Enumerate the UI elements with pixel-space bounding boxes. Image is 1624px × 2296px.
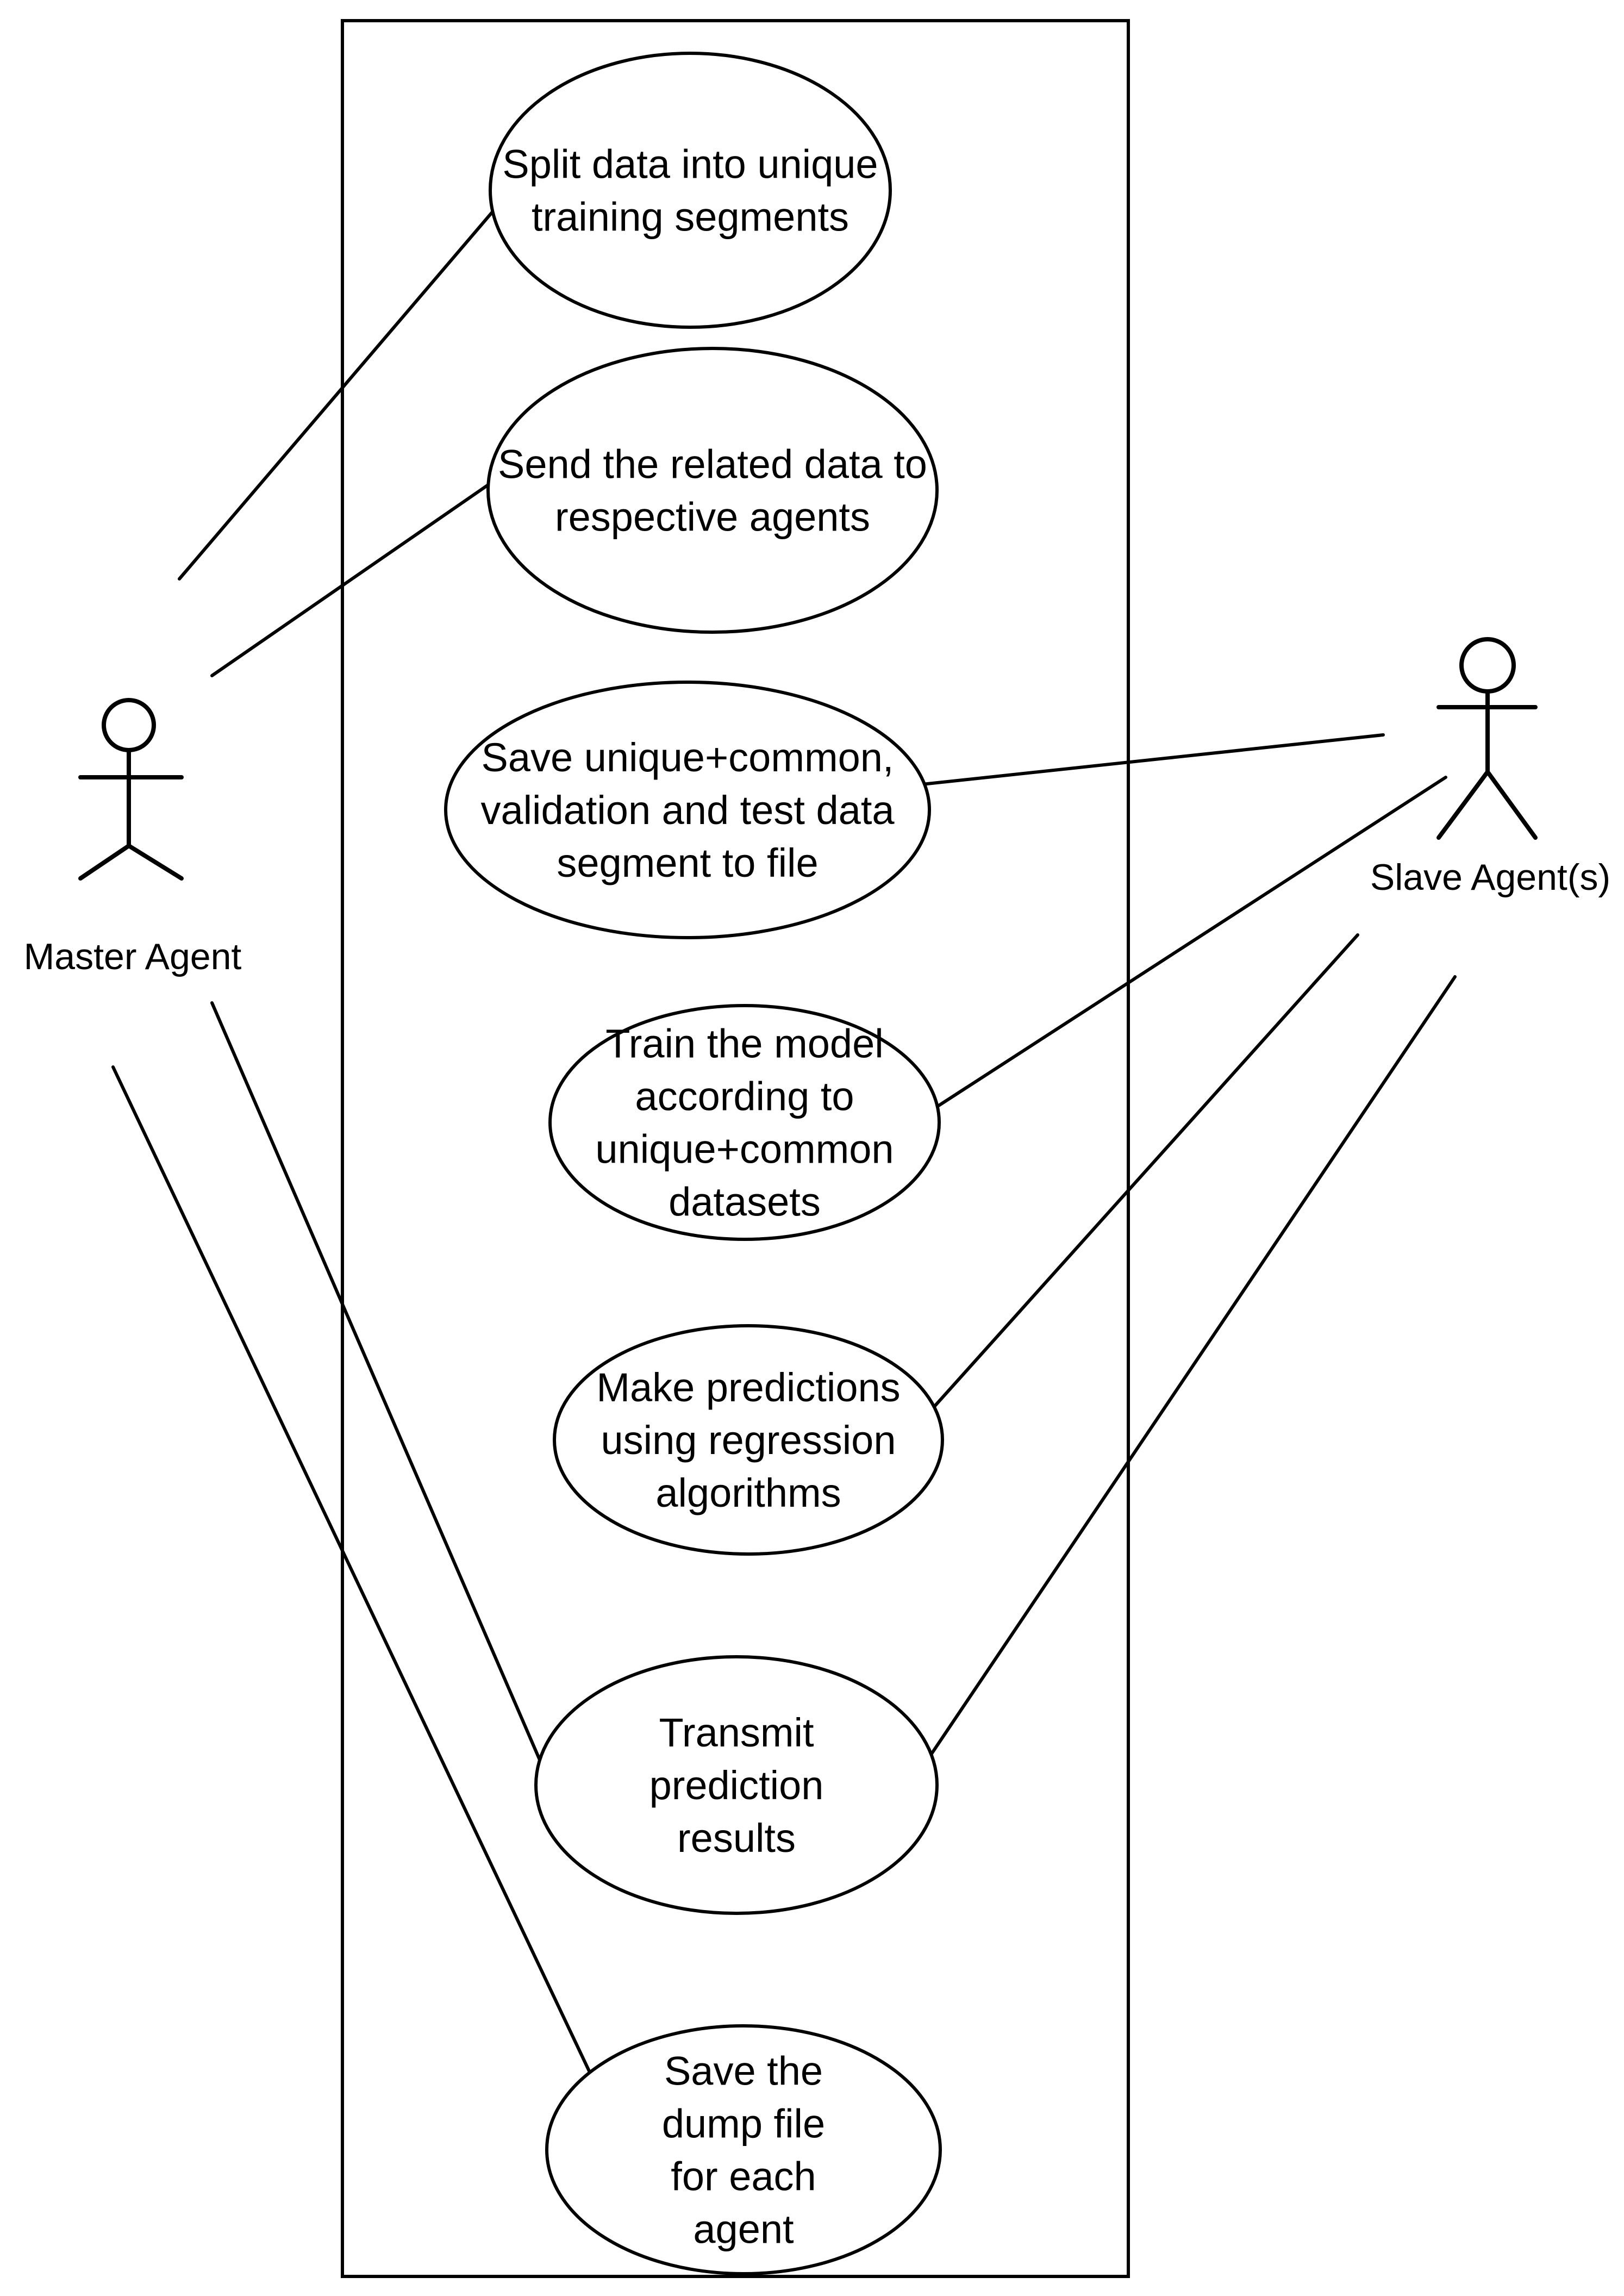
actor-head-master-agent [104,700,154,750]
actor-label-slave-agents: Slave Agent(s) [1370,857,1611,898]
actor-right-leg-slave-agents [1488,772,1535,838]
use-case-label-line: Transmit [659,1709,814,1755]
use-case-label-line: training segments [531,194,850,239]
use-case-split-data [490,53,890,327]
use-case-label-line: algorithms [655,1470,841,1515]
use-case-label-line: validation and test data [480,787,895,833]
use-case-label-line: according to [635,1074,854,1119]
use-case-label-line: datasets [669,1179,821,1224]
use-case-send-data [488,348,937,632]
actor-master-agent [24,700,242,977]
use-case-label-line: for each [671,2154,816,2199]
use-case-label-line: Make predictions [596,1364,901,1410]
use-case-label-line: Train the model [605,1021,884,1066]
actor-left-leg-slave-agents [1439,772,1488,838]
actor-head-slave-agents [1461,639,1514,691]
use-case-label-line: unique+common [595,1126,894,1171]
use-case-label-line: Save the [664,2048,823,2093]
actor-right-leg-master-agent [129,846,182,878]
use-case-label-line: Send the related data to [498,441,927,486]
use-case-label-line: dump file [661,2101,826,2146]
diagram-root [24,21,1610,2276]
use-case-label-line: Split data into unique [502,141,878,186]
use-case-label-line: results [677,1815,796,1861]
use-case-label-line: using regression [601,1417,896,1463]
use-case-label-line: prediction [649,1762,824,1808]
use-case-label-line: respective agents [554,494,871,539]
actor-label-master-agent: Master Agent [23,936,242,977]
use-case-label-line: Save unique+common, [481,734,894,780]
actor-slave-agents [1370,639,1610,898]
use-case-label-line: agent [693,2206,794,2251]
actor-left-leg-master-agent [80,846,129,878]
use-case-label-line: segment to file [557,840,819,885]
